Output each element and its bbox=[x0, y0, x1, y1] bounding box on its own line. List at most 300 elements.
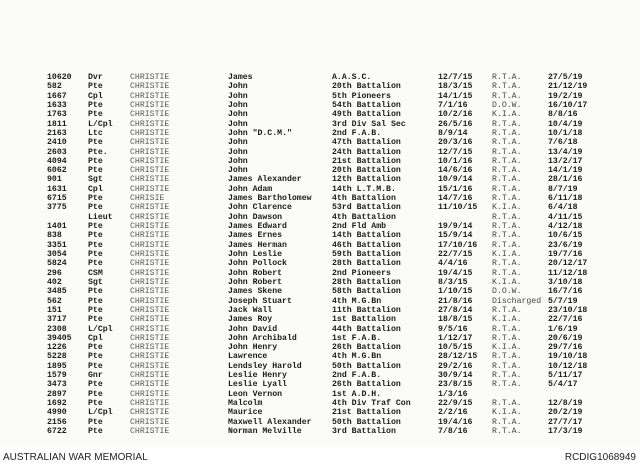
enlistment-date: 30/9/14 bbox=[438, 371, 473, 381]
rank: Pte bbox=[88, 156, 103, 166]
fate-date: 27/5/19 bbox=[548, 73, 583, 82]
service-number: 2308 bbox=[47, 324, 67, 334]
enlistment-date: 18/8/15 bbox=[438, 315, 473, 325]
table-row bbox=[0, 380, 640, 389]
given-names: John "D.C.M." bbox=[228, 128, 292, 138]
rank: Pte bbox=[88, 110, 103, 120]
rank: Sgt bbox=[88, 277, 103, 287]
unit: 21st Battalion bbox=[332, 408, 401, 418]
given-names: John bbox=[228, 82, 248, 92]
rank: Pte bbox=[88, 315, 103, 325]
fate-date: 7/6/18 bbox=[548, 138, 578, 148]
fate-date: 10/12/18 bbox=[548, 361, 588, 371]
surname: CHRISTIE bbox=[130, 324, 170, 334]
unit: 46th Battalion bbox=[332, 240, 401, 250]
service-number: 151 bbox=[47, 305, 62, 315]
table-row bbox=[0, 334, 640, 343]
unit: 59th Battalion bbox=[332, 250, 401, 259]
given-names: Jack Wall bbox=[228, 305, 273, 315]
footer-bar bbox=[0, 448, 640, 466]
table-row bbox=[0, 408, 640, 417]
enlistment-date: 10/1/16 bbox=[438, 156, 473, 166]
given-names: James Alexander bbox=[228, 175, 302, 185]
surname: CHRISTIE bbox=[130, 119, 170, 129]
rank: Pte bbox=[88, 194, 103, 204]
enlistment-date: 1/10/15 bbox=[438, 287, 473, 297]
given-names: James Bartholomew bbox=[228, 194, 312, 204]
surname: CHRISTIE bbox=[130, 147, 170, 157]
fate-date: 11/12/18 bbox=[548, 268, 588, 278]
table-row bbox=[0, 418, 640, 427]
rank: L/Cpl bbox=[88, 119, 113, 129]
table-row bbox=[0, 120, 640, 129]
fate: R.T.A. bbox=[492, 166, 522, 176]
unit: 5th Pioneers bbox=[332, 91, 391, 101]
unit: 20th Battalion bbox=[332, 166, 401, 176]
enlistment-date: 19/9/14 bbox=[438, 222, 473, 232]
fate-date: 10/1/18 bbox=[548, 128, 583, 138]
enlistment-date: 8/9/14 bbox=[438, 128, 468, 138]
service-number: 39405 bbox=[47, 333, 72, 343]
fate: R.T.A. bbox=[492, 361, 522, 371]
surname: CHRISTIE bbox=[130, 138, 170, 148]
table-row bbox=[0, 185, 640, 194]
enlistment-date: 10/9/14 bbox=[438, 175, 473, 185]
service-number: 901 bbox=[47, 175, 62, 185]
surname: CHRISTIE bbox=[130, 399, 170, 409]
table-row bbox=[0, 73, 640, 82]
rank: CSM bbox=[88, 268, 103, 278]
surname: CHRISTIE bbox=[130, 361, 170, 371]
unit: 44th Battalion bbox=[332, 324, 401, 334]
fate: K.I.A. bbox=[492, 203, 522, 213]
fate-date: 16/7/16 bbox=[548, 287, 583, 297]
given-names: Malcolm bbox=[228, 399, 263, 409]
table-row bbox=[0, 222, 640, 231]
unit: 14th L.T.M.B. bbox=[332, 184, 396, 194]
given-names: James Skene bbox=[228, 287, 283, 297]
enlistment-date: 21/8/16 bbox=[438, 296, 473, 306]
table-row bbox=[0, 129, 640, 138]
table-row bbox=[0, 343, 640, 352]
service-number: 2603 bbox=[47, 147, 67, 157]
rank: Pte bbox=[88, 352, 103, 362]
fate-date: 5/11/17 bbox=[548, 371, 583, 381]
given-names: John bbox=[228, 119, 248, 129]
service-number: 1631 bbox=[47, 184, 67, 194]
table-row bbox=[0, 399, 640, 408]
surname: CHRISTIE bbox=[130, 296, 170, 306]
fate: K.I.A. bbox=[492, 110, 522, 120]
table-row bbox=[0, 297, 640, 306]
fate: R.T.A. bbox=[492, 128, 522, 138]
rank: Pte bbox=[88, 296, 103, 306]
rank: Cpl bbox=[88, 91, 103, 101]
enlistment-date: 2/2/16 bbox=[438, 408, 468, 418]
given-names: Leon Vernon bbox=[228, 389, 283, 399]
surname: CHRISTIE bbox=[130, 110, 170, 120]
fate: K.I.A. bbox=[492, 408, 522, 418]
enlistment-date: 4/4/16 bbox=[438, 259, 468, 269]
table-row bbox=[0, 101, 640, 110]
given-names: Norman Melville bbox=[228, 427, 302, 436]
enlistment-date: 10/5/15 bbox=[438, 343, 473, 353]
service-number: 2163 bbox=[47, 128, 67, 138]
rank: Pte bbox=[88, 259, 103, 269]
rank: Cpl bbox=[88, 333, 103, 343]
surname: CHRISTIE bbox=[130, 184, 170, 194]
surname: CHRISTIE bbox=[130, 231, 170, 241]
given-names: John Henry bbox=[228, 343, 278, 353]
rank: Pte bbox=[88, 231, 103, 241]
rank: Ltc bbox=[88, 128, 103, 138]
given-names: Lendsley Harold bbox=[228, 361, 302, 371]
given-names: James Edward bbox=[228, 222, 287, 232]
given-names: John Adam bbox=[228, 184, 273, 194]
fate-date: 21/12/19 bbox=[548, 82, 588, 92]
rank: Pte bbox=[88, 240, 103, 250]
enlistment-date: 19/4/16 bbox=[438, 417, 473, 427]
service-number: 1579 bbox=[47, 371, 67, 381]
service-number: 582 bbox=[47, 82, 62, 92]
enlistment-date: 14/6/16 bbox=[438, 166, 473, 176]
fate-date: 20/12/17 bbox=[548, 259, 588, 269]
table-row bbox=[0, 325, 640, 334]
enlistment-date: 18/3/15 bbox=[438, 82, 473, 92]
given-names: John Leslie bbox=[228, 250, 283, 259]
given-names: Joseph Stuart bbox=[228, 296, 292, 306]
table-row bbox=[0, 166, 640, 175]
surname: CHRISTIE bbox=[130, 408, 170, 418]
fate-date: 4/11/15 bbox=[548, 212, 583, 222]
fate: R.T.A. bbox=[492, 184, 522, 194]
enlistment-date: 12/7/15 bbox=[438, 73, 473, 82]
service-number: 3054 bbox=[47, 250, 67, 259]
unit: 21st Battalion bbox=[332, 156, 401, 166]
service-number: 1811 bbox=[47, 119, 67, 129]
unit: 1st A.D.H. bbox=[332, 389, 382, 399]
fate-date: 23/6/19 bbox=[548, 240, 583, 250]
fate-date: 1/6/19 bbox=[548, 324, 578, 334]
service-number: 2897 bbox=[47, 389, 67, 399]
surname: CHRISTIE bbox=[130, 268, 170, 278]
surname: CHRISTIE bbox=[130, 315, 170, 325]
fate-date: 4/12/18 bbox=[548, 222, 583, 232]
fate-date: 10/6/15 bbox=[548, 231, 583, 241]
fate: R.T.A. bbox=[492, 231, 522, 241]
fate: R.T.A. bbox=[492, 259, 522, 269]
given-names: James Herman bbox=[228, 240, 287, 250]
unit: 26th Battalion bbox=[332, 380, 401, 390]
given-names: Maurice bbox=[228, 408, 263, 418]
rank: Cpl bbox=[88, 184, 103, 194]
fate: R.T.A. bbox=[492, 212, 522, 222]
unit: 53rd Battalion bbox=[332, 203, 401, 213]
fate: R.T.A. bbox=[492, 119, 522, 129]
rank: Pte bbox=[88, 427, 103, 436]
given-names: James Ernes bbox=[228, 231, 283, 241]
fate-date: 20/6/19 bbox=[548, 333, 583, 343]
rank: Pte bbox=[88, 417, 103, 427]
rank: Pte bbox=[88, 166, 103, 176]
surname: CHRISTIE bbox=[130, 128, 170, 138]
unit: 14th Battalion bbox=[332, 231, 401, 241]
unit: 58th Battalion bbox=[332, 287, 401, 297]
rank: Gnr bbox=[88, 371, 103, 381]
fate-date: 20/2/19 bbox=[548, 408, 583, 418]
surname: CHRISTIE bbox=[130, 343, 170, 353]
surname: CHRISTIE bbox=[130, 305, 170, 315]
fate-date: 16/10/17 bbox=[548, 100, 588, 110]
rank: Pte bbox=[88, 287, 103, 297]
institution-label: AUSTRALIAN WAR MEMORIAL bbox=[3, 452, 148, 463]
table-row bbox=[0, 148, 640, 157]
fate-date: 27/7/17 bbox=[548, 417, 583, 427]
fate-date: 10/4/19 bbox=[548, 119, 583, 129]
surname: CHRISTIE bbox=[130, 240, 170, 250]
fate: R.T.A. bbox=[492, 175, 522, 185]
fate: R.T.A. bbox=[492, 427, 522, 436]
fate-date: 3/10/18 bbox=[548, 277, 583, 287]
enlistment-date: 22/9/15 bbox=[438, 399, 473, 409]
surname: CHRISTIE bbox=[130, 277, 170, 287]
unit: 3rd Battalion bbox=[332, 427, 396, 436]
service-number: 6722 bbox=[47, 427, 67, 436]
enlistment-date: 27/8/14 bbox=[438, 305, 473, 315]
table-row bbox=[0, 390, 640, 399]
fate-date: 6/11/18 bbox=[548, 194, 583, 204]
fate: R.T.A. bbox=[492, 352, 522, 362]
unit: 50th Battalion bbox=[332, 417, 401, 427]
table-row bbox=[0, 278, 640, 287]
given-names: John bbox=[228, 91, 248, 101]
fate-date: 19/10/18 bbox=[548, 352, 588, 362]
enlistment-date: 11/10/15 bbox=[438, 203, 478, 213]
service-number: 296 bbox=[47, 268, 62, 278]
enlistment-date: 26/5/16 bbox=[438, 119, 473, 129]
table-row bbox=[0, 194, 640, 203]
fate: K.I.A. bbox=[492, 343, 522, 353]
rank: Sgt bbox=[88, 175, 103, 185]
enlistment-date: 22/7/15 bbox=[438, 250, 473, 259]
fate-date: 13/4/19 bbox=[548, 147, 583, 157]
service-number: 3351 bbox=[47, 240, 67, 250]
table-row bbox=[0, 287, 640, 296]
service-number: 838 bbox=[47, 231, 62, 241]
unit: 1st F.A.B. bbox=[332, 333, 382, 343]
unit: 2nd F.A.B. bbox=[332, 128, 382, 138]
fate: R.T.A. bbox=[492, 82, 522, 92]
enlistment-date: 14/7/16 bbox=[438, 194, 473, 204]
given-names: Lawrence bbox=[228, 352, 268, 362]
surname: CHRISTIE bbox=[130, 389, 170, 399]
given-names: John Dawson bbox=[228, 212, 283, 222]
enlistment-date: 15/1/16 bbox=[438, 184, 473, 194]
rank: Pte bbox=[88, 343, 103, 353]
fate: R.T.A. bbox=[492, 324, 522, 334]
given-names: John bbox=[228, 156, 248, 166]
unit: 3rd Div Sal Sec bbox=[332, 119, 406, 129]
unit: A.A.S.C. bbox=[332, 73, 372, 82]
rank: Pte bbox=[88, 82, 103, 92]
given-names: Maxwell Alexander bbox=[228, 417, 312, 427]
fate-date: 19/2/19 bbox=[548, 91, 583, 101]
service-number: 5228 bbox=[47, 352, 67, 362]
surname: CHRISTIE bbox=[130, 427, 170, 436]
unit: 11th Battalion bbox=[332, 305, 401, 315]
table-row bbox=[0, 427, 640, 436]
given-names: James Roy bbox=[228, 315, 273, 325]
table-row bbox=[0, 157, 640, 166]
rank: Dvr bbox=[88, 73, 103, 82]
fate-date: 8/8/16 bbox=[548, 110, 578, 120]
unit: 54th Battalion bbox=[332, 100, 401, 110]
service-number: 1633 bbox=[47, 100, 67, 110]
enlistment-date: 9/5/16 bbox=[438, 324, 468, 334]
surname: CHRISTIE bbox=[130, 287, 170, 297]
table-row bbox=[0, 175, 640, 184]
enlistment-date: 20/3/16 bbox=[438, 138, 473, 148]
service-number: 6062 bbox=[47, 166, 67, 176]
unit: 4th M.G.Bn bbox=[332, 352, 382, 362]
table-row bbox=[0, 203, 640, 212]
service-number: 2156 bbox=[47, 417, 67, 427]
unit: 2nd F.A.B. bbox=[332, 371, 382, 381]
fate-date: 17/3/19 bbox=[548, 427, 583, 436]
given-names: John Robert bbox=[228, 277, 283, 287]
enlistment-date: 28/12/15 bbox=[438, 352, 478, 362]
given-names: John bbox=[228, 138, 248, 148]
table-row bbox=[0, 362, 640, 371]
fate-date: 5/7/19 bbox=[548, 296, 578, 306]
unit: 1st Battalion bbox=[332, 315, 396, 325]
enlistment-date: 14/1/15 bbox=[438, 91, 473, 101]
table-row bbox=[0, 371, 640, 380]
service-number: 3485 bbox=[47, 287, 67, 297]
rank: L/Cpl bbox=[88, 408, 113, 418]
fate: R.T.A. bbox=[492, 268, 522, 278]
unit: 2nd Fld Amb bbox=[332, 222, 387, 232]
fate: R.T.A. bbox=[492, 380, 522, 390]
rank: Pte bbox=[88, 203, 103, 213]
service-number: 1692 bbox=[47, 399, 67, 409]
given-names: John Archibald bbox=[228, 333, 297, 343]
table-row bbox=[0, 306, 640, 315]
fate: D.O.W. bbox=[492, 287, 522, 297]
enlistment-date: 23/8/15 bbox=[438, 380, 473, 390]
table-row bbox=[0, 82, 640, 91]
rank: Pte bbox=[88, 399, 103, 409]
fate: K.I.A. bbox=[492, 315, 522, 325]
table-row bbox=[0, 138, 640, 147]
surname: CHRISIE bbox=[130, 194, 165, 204]
table-row bbox=[0, 250, 640, 259]
table-row bbox=[0, 259, 640, 268]
service-number: 6715 bbox=[47, 194, 67, 204]
unit: 12th Battalion bbox=[332, 175, 401, 185]
unit: 49th Battalion bbox=[332, 110, 401, 120]
table-row bbox=[0, 269, 640, 278]
service-number: 3473 bbox=[47, 380, 67, 390]
fate-date: 22/7/16 bbox=[548, 315, 583, 325]
surname: CHRISTIE bbox=[130, 417, 170, 427]
fate-date: 29/7/16 bbox=[548, 343, 583, 353]
table-row bbox=[0, 110, 640, 119]
unit: 4th M.G.Bn bbox=[332, 296, 382, 306]
given-names: Leslie Henry bbox=[228, 371, 287, 381]
surname: CHRISTIE bbox=[130, 333, 170, 343]
rank: Pte bbox=[88, 100, 103, 110]
fate: R.T.A. bbox=[492, 138, 522, 148]
surname: CHRISTIE bbox=[130, 250, 170, 259]
fate: R.T.A. bbox=[492, 222, 522, 232]
service-number: 5824 bbox=[47, 259, 67, 269]
unit: 4th Battalion bbox=[332, 212, 396, 222]
unit: 47th Battalion bbox=[332, 138, 401, 148]
surname: CHRISTIE bbox=[130, 380, 170, 390]
service-number: 10620 bbox=[47, 73, 72, 82]
fate: R.T.A. bbox=[492, 399, 522, 409]
service-number: 4990 bbox=[47, 408, 67, 418]
enlistment-date: 10/2/16 bbox=[438, 110, 473, 120]
service-number: 1226 bbox=[47, 343, 67, 353]
surname: CHRISTIE bbox=[130, 259, 170, 269]
fate: R.T.A. bbox=[492, 240, 522, 250]
fate-date: 23/10/18 bbox=[548, 305, 588, 315]
table-row bbox=[0, 92, 640, 101]
record-id: RCDIG1068949 bbox=[564, 452, 636, 463]
fate-date: 14/1/19 bbox=[548, 166, 583, 176]
enlistment-date: 7/8/16 bbox=[438, 427, 468, 436]
unit: 28th Battalion bbox=[332, 277, 401, 287]
enlistment-date: 15/9/14 bbox=[438, 231, 473, 241]
rank: L/Cpl bbox=[88, 324, 113, 334]
rank: Pte bbox=[88, 305, 103, 315]
unit: 4th Div Traf Con bbox=[332, 399, 411, 409]
fate: R.T.A. bbox=[492, 73, 522, 82]
surname: CHRISTIE bbox=[130, 156, 170, 166]
unit: 26th Battalion bbox=[332, 343, 401, 353]
given-names: James bbox=[228, 73, 253, 82]
service-number: 3717 bbox=[47, 315, 67, 325]
surname: CHRISTIE bbox=[130, 212, 170, 222]
fate: R.T.A. bbox=[492, 305, 522, 315]
surname: CHRISTIE bbox=[130, 100, 170, 110]
unit: 2nd Pioneers bbox=[332, 268, 391, 278]
enlistment-date: 8/3/15 bbox=[438, 277, 468, 287]
surname: CHRISTIE bbox=[130, 352, 170, 362]
unit: 50th Battalion bbox=[332, 361, 401, 371]
fate: R.T.A. bbox=[492, 91, 522, 101]
given-names: John Clarence bbox=[228, 203, 292, 213]
fate: K.I.A. bbox=[492, 250, 522, 259]
fate-date: 19/7/16 bbox=[548, 250, 583, 259]
fate: D.O.W. bbox=[492, 100, 522, 110]
fate-date: 12/8/19 bbox=[548, 399, 583, 409]
unit: 4th Battalion bbox=[332, 194, 396, 204]
fate: K.I.A. bbox=[492, 277, 522, 287]
rank: Pte bbox=[88, 250, 103, 259]
fate-date: 8/7/19 bbox=[548, 184, 578, 194]
fate-date: 5/4/17 bbox=[548, 380, 578, 390]
fate-date: 6/4/18 bbox=[548, 203, 578, 213]
surname: CHRISTIE bbox=[130, 222, 170, 232]
rank: Pte bbox=[88, 389, 103, 399]
fate: R.T.A. bbox=[492, 194, 522, 204]
enlistment-date: 1/12/17 bbox=[438, 333, 473, 343]
given-names: John David bbox=[228, 324, 278, 334]
service-number: 402 bbox=[47, 277, 62, 287]
